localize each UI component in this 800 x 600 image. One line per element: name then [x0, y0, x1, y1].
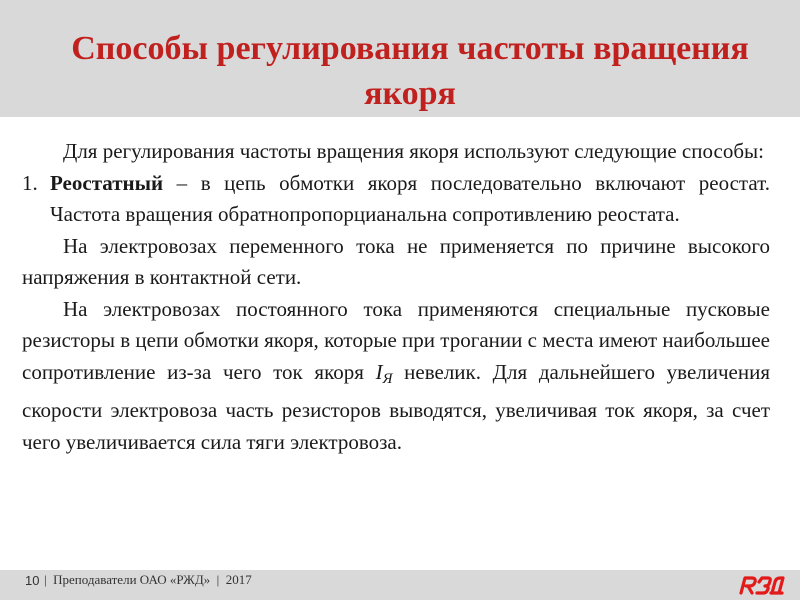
title-band	[0, 0, 800, 117]
list-item	[22, 168, 770, 231]
footer-text: | Преподаватели ОАО «РЖД» | 2017	[44, 572, 252, 587]
dc-paragraph	[22, 294, 770, 459]
list-item-body	[50, 168, 770, 231]
slide-body	[22, 136, 770, 458]
current-subscript: Я	[382, 370, 393, 387]
dc-paragraph-end: невелик. Для дальнейшего увеличения скорости электровоза часть резисторов выводятся, увеличивая ток якоря, за счет чего увеличивается сила тяги электровоза.	[22, 359, 771, 454]
ac-paragraph: На электровозах переменного тока не применяется по причине высокого напряжения в контактной сети.	[22, 233, 770, 289]
armature-current-symbol	[375, 359, 393, 387]
slide-title: Способы регулирования частоты вращения якоря	[71, 30, 749, 112]
list-item-term: Реостатный	[50, 170, 164, 195]
list-item-text: – в цепь обмотки якоря последовательно включают реостат. Частота вращения обратнопропорцианальна сопротивлению реостата.	[50, 170, 770, 226]
intro-paragraph: Для регулирования частоты вращения якоря используют следующие способы:	[63, 139, 764, 163]
current-letter: I	[375, 359, 383, 384]
list-item-number: 1.	[22, 170, 38, 195]
dc-paragraph-start: На электровозах постоянного тока применяются специальные пусковые резисторы в цепи обмотки якоря, которые при трогании с места имеют наибольшее сопротивление из-за чего ток якоря	[22, 296, 770, 384]
rzd-logo-icon	[738, 572, 786, 596]
page-number: 10	[25, 573, 40, 588]
